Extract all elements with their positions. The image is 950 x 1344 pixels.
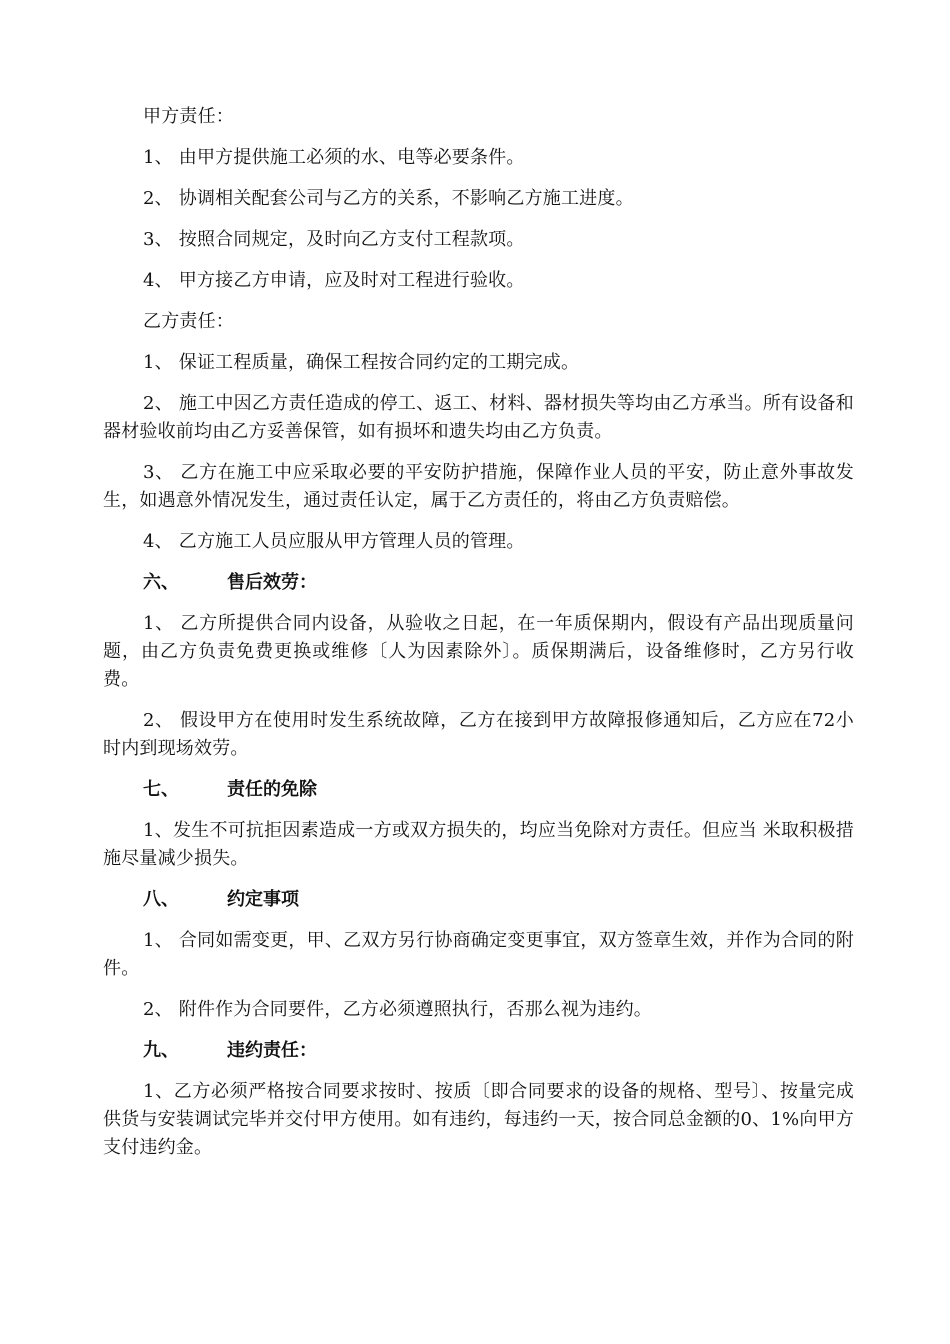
paragraph: 1、 由甲方提供施工必须的水、电等必要条件。	[143, 147, 525, 168]
section-number: 七、	[143, 779, 179, 800]
paragraph: 1、发生不可抗拒因素造成一方或双方损失的，均应当免除对方责任。但应当 米取积极措施尽量减少损失。	[103, 820, 854, 869]
section-number: 八、	[143, 889, 179, 910]
section-heading	[103, 776, 854, 804]
section-number: 六、	[143, 572, 179, 593]
section-title: 售后效劳：	[227, 572, 317, 593]
paragraph: 1、 合同如需变更，甲、乙双方另行协商确定变更事宜，双方签章生效，并作为合同的附件。	[103, 930, 854, 979]
section-title: 责任的免除	[227, 779, 317, 800]
section-heading	[103, 569, 854, 597]
paragraph: 甲方责任：	[143, 106, 234, 127]
section-title: 约定事项	[227, 889, 299, 910]
paragraph: 乙方责任：	[143, 311, 234, 332]
paragraph: 4、 甲方接乙方申请，应及时对工程进行验收。	[143, 270, 525, 291]
section-heading	[103, 886, 854, 914]
section-title: 违约责任：	[227, 1040, 317, 1061]
paragraph: 3、 乙方在施工中应采取必要的平安防护措施，保障作业人员的平安，防止意外事故发生，如遇意外情况发生，通过责任认定，属于乙方责任的，将由乙方负责赔偿。	[103, 462, 854, 511]
paragraph: 4、 乙方施工人员应服从甲方管理人员的管理。	[143, 531, 525, 552]
paragraph: 2、 协调相关配套公司与乙方的关系，不影响乙方施工进度。	[143, 188, 634, 209]
paragraph: 1、乙方必须严格按合同要求按时、按质〔即合同要求的设备的规格、型号〕、按量完成供货与安装调试完毕并交付甲方使用。如有违约，每违约一天，按合同总金额的0、1%向甲方支付违约金。	[103, 1081, 854, 1158]
paragraph: 3、 按照合同规定，及时向乙方支付工程款项。	[143, 229, 525, 250]
paragraph: 1、 保证工程质量，确保工程按合同约定的工期完成。	[143, 352, 580, 373]
paragraph: 2、 附件作为合同要件，乙方必须遵照执行，否那么视为违约。	[143, 999, 652, 1020]
paragraph: 2、 假设甲方在使用时发生系统故障，乙方在接到甲方故障报修通知后，乙方应在72小时内到现场效劳。	[103, 710, 854, 759]
section-number: 九、	[143, 1040, 179, 1061]
paragraph: 2、 施工中因乙方责任造成的停工、返工、材料、器材损失等均由乙方承当。所有设备和器材验收前均由乙方妥善保管，如有损坏和遗失均由乙方负责。	[103, 393, 854, 442]
section-heading	[103, 1037, 854, 1065]
paragraph: 1、 乙方所提供合同内设备，从验收之日起，在一年质保期内，假设有产品出现质量问题，由乙方负责免费更换或维修〔人为因素除外〕。质保期满后，设备维修时，乙方另行收费。	[103, 613, 854, 690]
